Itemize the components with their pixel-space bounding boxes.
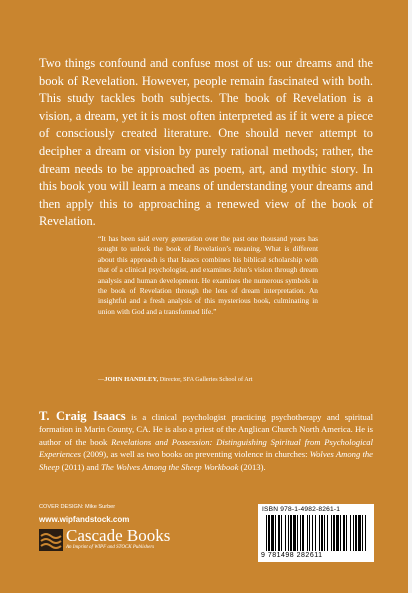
- barcode-digits: 9 781498 282611: [261, 552, 323, 559]
- page-edge: [408, 0, 412, 593]
- book-description: Two things confound and confuse most of us: our dreams and the book of Revelation. However, people remain fascinated with both. This study tackles both subjects. The book of Revelation is a vision, a dream, yet it is most often interpreted as if it were a piece of consciously created literature. One should never attempt to decipher a dream or vision by purely rational methods; rather, the dream needs to be approached as poem, art, and mythic story. In this book you will learn a means of understanding your dreams and then apply this to approaching a renewed view of the book of Revelation.: [39, 56, 373, 229]
- publisher-tagline: An Imprint of WIPF and STOCK Publishers: [66, 545, 155, 550]
- bio-text-1: is a clinical psychologist practicing psychotherapy and spiritual formation in Marin County, CA. He is also a priest of the Anglican Church North America. He is author of the book: [39, 412, 373, 447]
- bio-text-4: (2013).: [238, 461, 266, 472]
- bio-book-title-1: Revelations and Possession: Distinguishing Spiritual from Psychological Experiences: [39, 436, 373, 460]
- bio-book-title-2: Wolves Among the Sheep: [39, 449, 373, 472]
- bio-text-3: (2011) and: [59, 461, 101, 472]
- bio-text-2: (2009), as well as two books on preventing violence in churches:: [81, 449, 310, 460]
- endorser-title: Director, SFA Galleries School of Art: [158, 376, 253, 383]
- endorsement-attribution: [98, 376, 328, 383]
- publisher-website: www.wipfandstock.com: [39, 515, 130, 524]
- barcode-bars: [264, 515, 368, 551]
- cascade-waves-icon: [39, 529, 63, 551]
- attribution-dash: —: [98, 376, 105, 383]
- endorsement-quote: “It has been said every generation over the past one thousand years has sought to unlock the book of Revelation’s meaning. What is different about this approach is that Isaacs combines his biblical scholarship with that of a clinical psychologist, and examines John’s vision through dream analysis and human development. He examines the numerous symbols in the book of Revelation through the lens of dream interpretation. An insightful and a fresh analysis of this mysterious book, culminating in union with God and a transformed life.”: [98, 234, 318, 316]
- endorser-name: JOHN HANDLEY,: [104, 376, 159, 383]
- publisher-logo: [39, 528, 189, 554]
- author-bio: [39, 410, 373, 473]
- publisher-name: Cascade Books: [66, 526, 171, 545]
- isbn-number: ISBN 978-1-4982-8261-1: [262, 506, 341, 513]
- author-name: T. Craig Isaacs: [39, 409, 126, 423]
- isbn-barcode: [258, 504, 374, 562]
- cover-design-credit: COVER DESIGN: Mike Surber: [39, 504, 116, 510]
- bio-book-title-3: The Wolves Among the Sheep Workbook: [100, 461, 239, 472]
